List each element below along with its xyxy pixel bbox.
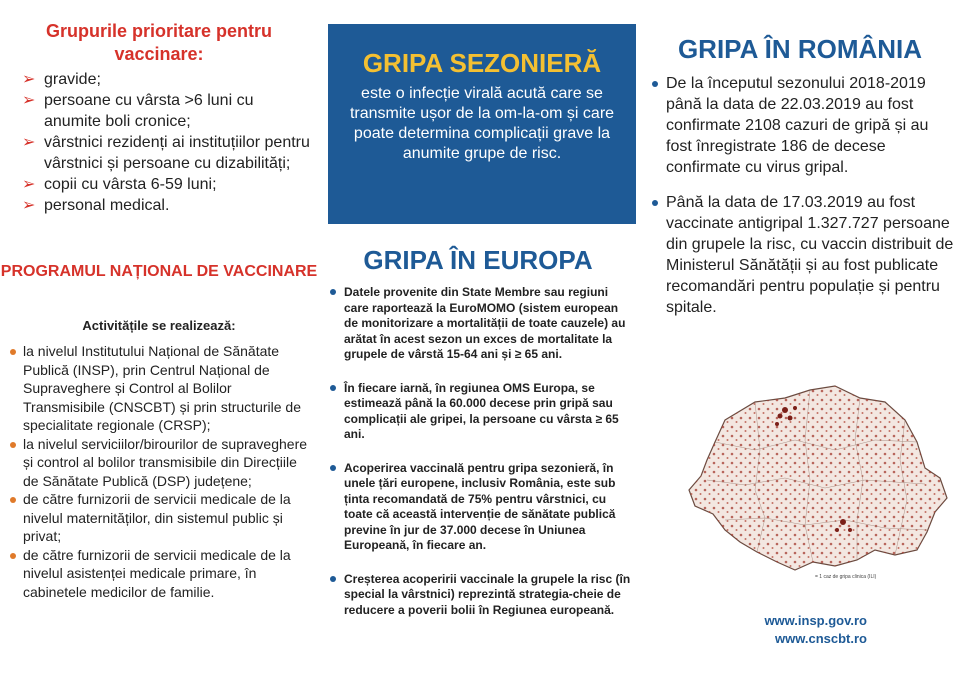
bullet-dot-icon xyxy=(10,349,16,355)
middle-column xyxy=(318,0,638,679)
romania-title: GRIPA ÎN ROMÂNIA xyxy=(677,34,923,64)
list-item: Acoperirea vaccinală pentru gripa sezonieră, în unele țări europene, inclusiv România, este sub ținta recomandată de 75% pentru vârstnici, cu toate că această intervenție de sănătate publică previne în jur de 37.000 decese în Uniunea Europeană, în fiecare an. xyxy=(330,461,635,554)
arrow-bullet-icon: ➢ xyxy=(22,176,36,193)
europe-title: GRIPA ÎN EUROPA xyxy=(363,245,593,275)
list-item: ➢ copii cu vârsta 6-59 luni; xyxy=(22,176,217,193)
list-item: Creșterea acoperirii vaccinale la grupele la risc (în special la vârstnici) reprezintă strategia-cheie de reducere a poverii bolii în Regiunea europeană. xyxy=(330,572,635,619)
arrow-bullet-icon: ➢ xyxy=(22,71,36,88)
europe-list xyxy=(330,285,635,636)
list-item: ➢ gravide; xyxy=(22,71,101,88)
romania-map-icon xyxy=(685,380,955,585)
right-column xyxy=(640,0,960,679)
list-item: la nivelul serviciilor/birourilor de supraveghere și control al bolilor transmisibile din Direcțiile de Sănătate Publică (DSP) județene; xyxy=(10,435,315,491)
arrow-bullet-icon: ➢ xyxy=(22,197,36,214)
bullet-dot-icon xyxy=(652,200,658,206)
list-item: Până la data de 17.03.2019 au fost vaccinate antigripal 1.327.727 persoane din grupele la risc, cu vaccin distribuit de Ministerul Sănătății și au fost publicate recomandări pentru populație și pentru spitale. xyxy=(652,192,957,318)
national-program-title: PROGRAMUL NAȚIONAL DE VACCINARE xyxy=(0,263,318,280)
bullet-dot-icon xyxy=(330,385,336,391)
bullet-dot-icon xyxy=(330,576,336,582)
priority-groups-list xyxy=(22,69,312,216)
list-item: de către furnizorii de servicii medicale de la nivelul asistenței medicale primare, în cabinetele medicilor de familie. xyxy=(10,546,315,602)
bullet-dot-icon xyxy=(10,553,16,559)
list-item: ➢ persoane cu vârsta >6 luni cu anumite boli cronice; xyxy=(22,92,254,130)
seasonal-flu-text: este o infecție virală acută care se transmite ușor de la om-la-om și care poate determina complicații grave la anumite grupe de risc. xyxy=(349,85,615,162)
website-links xyxy=(640,612,960,648)
list-item: De la începutul sezonului 2018-2019 până la data de 22.03.2019 au fost confirmate 2108 cazuri de gripă și au fost înregistrate 186 de decese confirmate cu virus gripal. xyxy=(652,73,957,178)
list-item: În fiecare iarnă, în regiunea OMS Europa, se estimează până la 60.000 decese prin gripă sau complicații ale gripei, la persoane cu vârsta ≥ 65 ani. xyxy=(330,381,635,443)
bullet-dot-icon xyxy=(330,465,336,471)
left-column xyxy=(0,0,318,679)
seasonal-flu-box xyxy=(328,24,636,224)
list-item: Datele provenite din State Membre sau regiuni care raportează la EuroMOMO (sistem european de monitorizare a mortalității de toate cauzele) au arătat în acest sezon un exces de mortalitate la grupele de vârstă 15-64 ani și ≥ 65 ani. xyxy=(330,285,635,363)
bullet-dot-icon xyxy=(330,289,336,295)
arrow-bullet-icon: ➢ xyxy=(22,92,36,109)
romania-list xyxy=(652,73,957,332)
bullet-dot-icon xyxy=(10,442,16,448)
list-item: de către furnizorii de servicii medicale de la nivelul maternităților, din sistemul public și privat; xyxy=(10,490,315,546)
activities-title: Activitățile se realizează: xyxy=(82,318,236,333)
arrow-bullet-icon: ➢ xyxy=(22,134,36,151)
seasonal-flu-title: GRIPA SEZONIERĂ xyxy=(362,48,602,78)
bullet-dot-icon xyxy=(10,497,16,503)
map-legend: = 1 caz de gripa clinica (ILI) xyxy=(815,574,877,580)
insp-link[interactable]: www.insp.gov.ro xyxy=(764,613,867,628)
list-item: ➢ vârstnici rezidenți ai instituțiilor pentru vârstnici și persoane cu dizabilități; xyxy=(22,134,310,172)
bullet-dot-icon xyxy=(652,81,658,87)
romania-map xyxy=(685,380,955,585)
list-item: ➢ personal medical. xyxy=(22,197,170,214)
priority-groups-title: Grupurile prioritare pentru vaccinare: xyxy=(45,21,273,64)
cnscbt-link[interactable]: www.cnscbt.ro xyxy=(775,631,867,646)
list-item: la nivelul Institutului Național de Sănătate Publică (INSP), prin Centrul Național de Supraveghere și Control al Bolilor Transmisibile (CNSCBT) și prin structurile de specialitate regionale (CRSP); xyxy=(10,342,315,435)
activities-list xyxy=(10,342,315,601)
